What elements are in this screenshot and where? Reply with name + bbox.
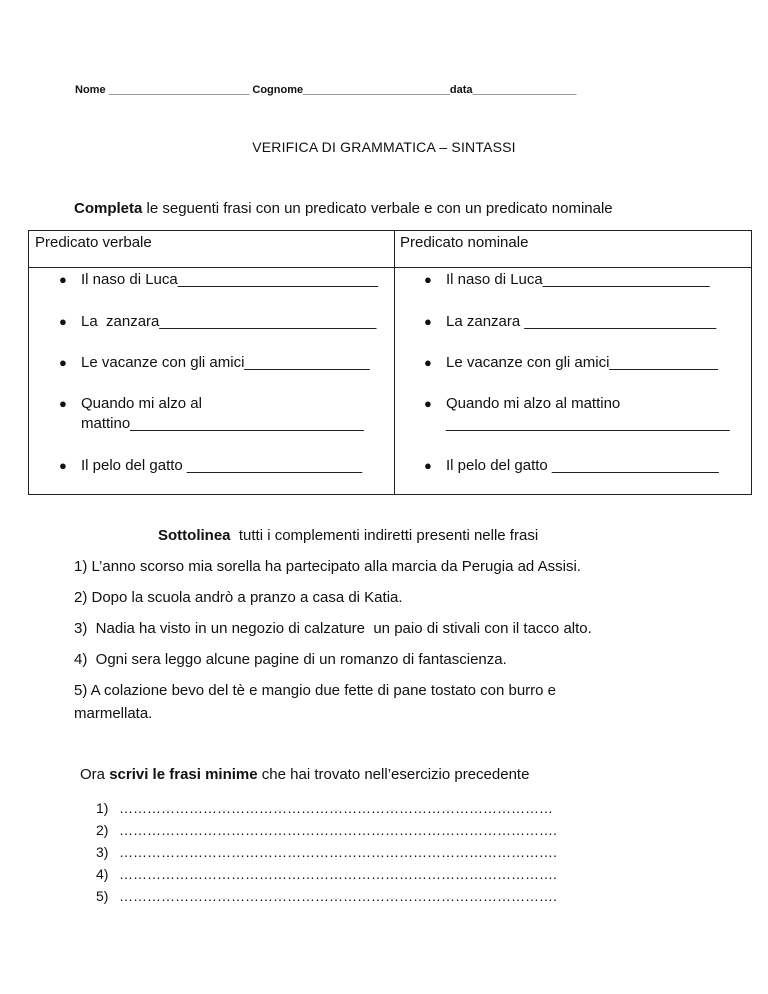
answer-line-2: …………………………………………………………………………………. xyxy=(119,822,557,838)
sentence-3: 3) Nadia ha visto in un negozio di calzature un paio di stivali con il tacco alto. xyxy=(74,620,592,637)
bullet-icon: ● xyxy=(59,355,67,370)
exercise1-instruction-bold: Completa xyxy=(74,200,143,217)
col-header-predicato-nominale: Predicato nominale xyxy=(400,234,529,251)
answer-line-1: ………………………………………………………………………………… xyxy=(119,800,553,816)
page-title: VERIFICA DI GRAMMATICA – SINTASSI xyxy=(252,139,516,155)
exercise2-instruction-bold: Sottolinea xyxy=(158,527,231,544)
predicate-table: Predicato verbale Predicato nominale ● Il naso di Luca________________________ ● La zanzara__________________________ ● Le vacanze con gli amici_______________ ● Quando mi alzo al mattino____________________________ ● Il pelo del gatto _____________________ ● Il naso di Luca____________________ ● La zanzara _______________________ ● Le vacanze con gli amici_____________ ● Quando mi alzo al mattino __________________________________ ● Il pelo del gatto ____________________ xyxy=(28,230,752,495)
answer-number-2: 2) xyxy=(96,822,109,838)
col-header-predicato-verbale: Predicato verbale xyxy=(35,234,152,251)
bullet-icon: ● xyxy=(424,272,432,287)
answer-line-3: …………………………………………………………………………………. xyxy=(119,844,557,860)
bullet-icon: ● xyxy=(424,458,432,473)
answer-line-5: …………………………………………………………………………………. xyxy=(119,888,557,904)
bullet-icon: ● xyxy=(59,458,67,473)
bullet-icon: ● xyxy=(424,314,432,329)
exercise2-instruction-text: tutti i complementi indiretti presenti nelle frasi xyxy=(230,527,539,544)
exercise3-instruction xyxy=(80,766,529,783)
answer-number-1: 1) xyxy=(96,800,109,816)
bullet-icon: ● xyxy=(59,396,67,411)
header-fields-line: Nome _______________________ Cognome________________________data_________________ xyxy=(75,84,577,96)
answer-number-4: 4) xyxy=(96,866,109,882)
sentence-1: 1) L’anno scorso mia sorella ha partecipato alla marcia da Perugia ad Assisi. xyxy=(74,558,581,575)
bullet-icon: ● xyxy=(59,314,67,329)
table-header-divider xyxy=(29,267,751,268)
sentence-5-continued: marmellata. xyxy=(74,705,153,722)
exercise3-instruction-bold: scrivi le frasi minime xyxy=(109,766,258,783)
table-column-divider xyxy=(394,231,395,494)
exercise1-instruction-text: le seguenti frasi con un predicato verbale e con un predicato nominale xyxy=(142,200,613,217)
sentence-2: 2) Dopo la scuola andrò a pranzo a casa di Katia. xyxy=(74,589,403,606)
exercise2-instruction xyxy=(158,527,538,544)
exercise3-instruction-prefix: Ora xyxy=(80,766,110,783)
exercise3-instruction-text: che hai trovato nell’esercizio precedente xyxy=(257,766,530,783)
bullet-icon: ● xyxy=(59,272,67,287)
sentence-5: 5) A colazione bevo del tè e mangio due fette di pane tostato con burro e xyxy=(74,682,556,699)
bullet-icon: ● xyxy=(424,355,432,370)
answer-number-5: 5) xyxy=(96,888,109,904)
bullet-icon: ● xyxy=(424,396,432,411)
answer-number-3: 3) xyxy=(96,844,109,860)
answer-line-4: …………………………………………………………………………………. xyxy=(119,866,557,882)
exercise1-instruction xyxy=(74,200,613,217)
sentence-4: 4) Ogni sera leggo alcune pagine di un romanzo di fantascienza. xyxy=(74,651,507,668)
